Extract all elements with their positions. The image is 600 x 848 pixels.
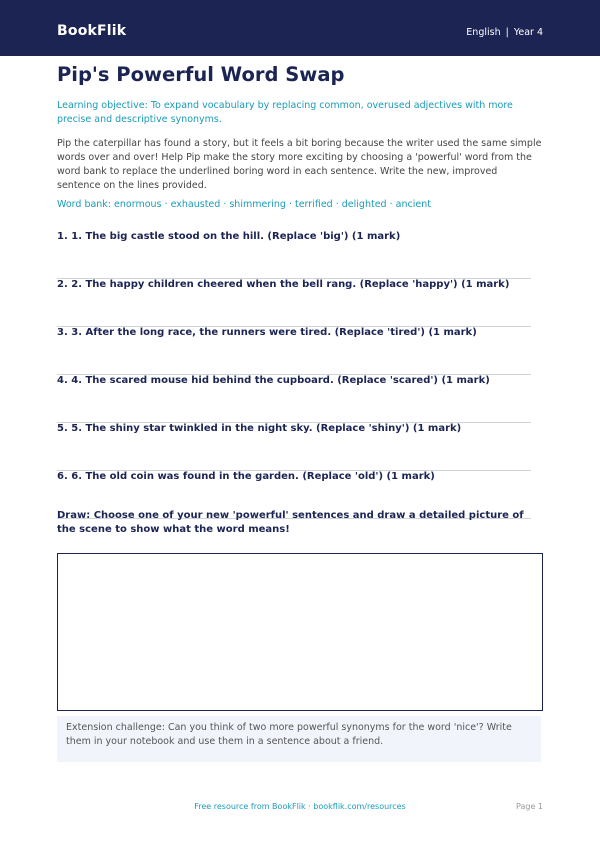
page-title: Pip's Powerful Word Swap — [57, 63, 345, 86]
word-bank-label: Word bank: — [57, 199, 112, 210]
word-bank-word: · shimmering — [220, 199, 286, 210]
subject-label: English — [466, 27, 501, 38]
instructions: Pip the caterpillar has found a story, but it feels a bit boring because the writer used the same simple words over and over! Help Pip make the story more exciting by choosing a 'powerful' word from the word bank to replace the underlined boring word in each sentence. Write the new, improved sentence on the lines provided. — [57, 138, 542, 191]
learning-objective: Learning objective: To expand vocabulary by replacing common, overused adjectives with more precise and descriptive synonyms. — [57, 100, 513, 125]
drawing-box[interactable] — [57, 553, 543, 711]
word-bank-word: · exhausted — [162, 199, 221, 210]
header-bar — [0, 0, 600, 56]
draw-prompt: Draw: Choose one of your new 'powerful' sentences and draw a detailed picture of the scene to show what the word means! — [57, 510, 524, 535]
extension-challenge: Extension challenge: Can you think of two more powerful synonyms for the word 'nice'? Write them in your notebook and use them in a sentence about a friend. — [57, 716, 541, 762]
word-bank-word: · delighted — [333, 199, 387, 210]
separator: | — [505, 27, 509, 38]
footer-link[interactable]: Free resource from BookFlik · bookflik.com/resources — [194, 802, 406, 811]
word-bank-word: · terrified — [286, 199, 333, 210]
year-label: Year 4 — [513, 27, 543, 38]
question-1: 1. 1. The big castle stood on the hill. (Replace 'big') (1 mark) — [57, 231, 401, 242]
page-number: Page 1 — [516, 802, 543, 811]
question-3: 3. 3. After the long race, the runners were tired. (Replace 'tired') (1 mark) — [57, 327, 477, 338]
brand-logo: BookFlik — [57, 23, 127, 39]
subject-year — [466, 27, 543, 38]
question-6: 6. 6. The old coin was found in the garden. (Replace 'old') (1 mark) — [57, 471, 435, 482]
question-5: 5. 5. The shiny star twinkled in the night sky. (Replace 'shiny') (1 mark) — [57, 423, 462, 434]
word-bank-word: · ancient — [387, 199, 431, 210]
question-4: 4. 4. The scared mouse hid behind the cupboard. (Replace 'scared') (1 mark) — [57, 375, 490, 386]
word-bank — [57, 199, 431, 210]
word-bank-word: enormous — [114, 199, 162, 210]
question-2: 2. 2. The happy children cheered when the bell rang. (Replace 'happy') (1 mark) — [57, 279, 510, 290]
